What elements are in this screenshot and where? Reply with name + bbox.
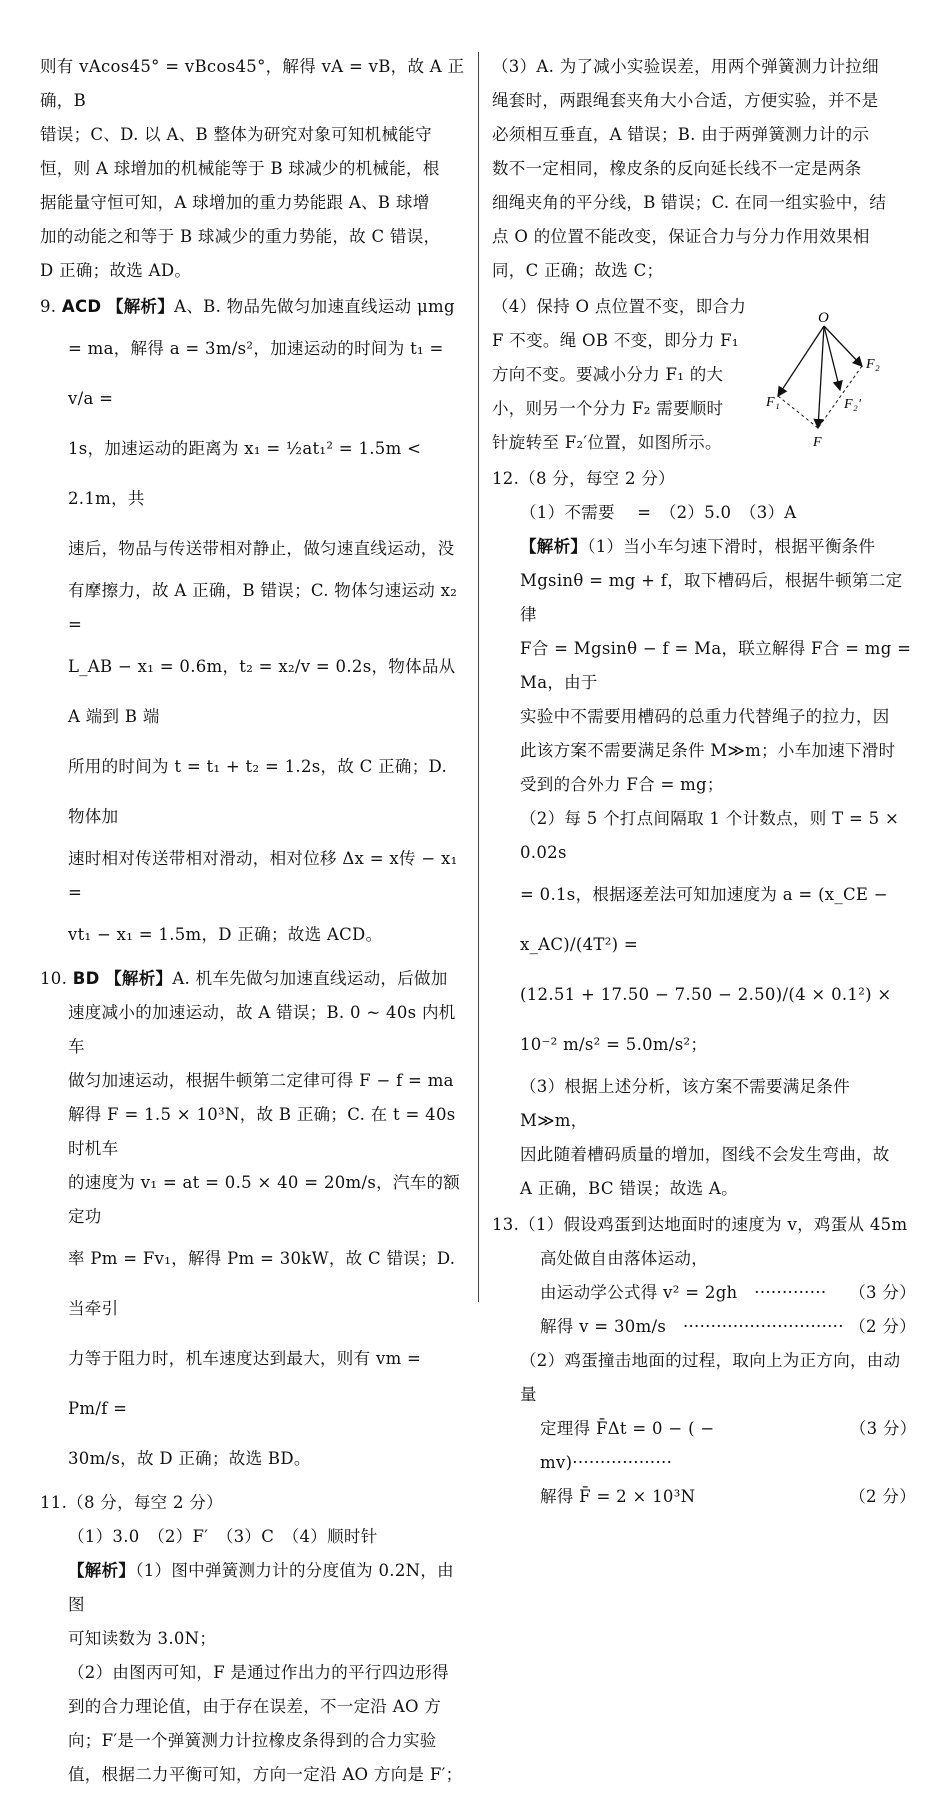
text-line: 因此随着槽码质量的增加，图线不会发生弯曲，故 [520, 1145, 890, 1164]
q12-header [492, 462, 916, 496]
text-line: （1）当小车匀速下滑时，根据平衡条件 [587, 537, 876, 556]
text-line: 值，根据二力平衡可知，方向一定沿 AO 方向是 F′； [68, 1765, 463, 1784]
text-line: 此该方案不需要满足条件 M≫m；小车加速下滑时 [520, 741, 896, 760]
left-column [40, 50, 466, 1794]
text-line: 恒，则 A 球增加的机械能等于 B 球减少的机械能，根 [40, 159, 440, 178]
text-line: 力等于阻力时，机车速度达到最大，则有 vm = Pm/f = [68, 1349, 422, 1418]
step-text: 解得 v = 30m/s ····························· [540, 1317, 844, 1336]
text-line: = ma，解得 a = 3m/s²，加速运动的时间为 t₁ = v/a = [68, 339, 444, 408]
text-line: （1）图中弹簧测力计的分度值为 0.2N，由图 [68, 1561, 454, 1614]
force-f2-arrow [824, 326, 862, 366]
score-note: （8 分，每空 2 分） [519, 469, 675, 488]
label-f: F [813, 435, 822, 450]
text-line: 30m/s，故 D 正确；故选 BD。 [68, 1449, 311, 1468]
analysis-tag: 【解析】 [105, 969, 173, 988]
force-diagram [766, 310, 916, 450]
q13-first-line [492, 1208, 916, 1242]
analysis-tag: 【解析】 [68, 1561, 136, 1580]
text-line: 1s，加速运动的距离为 x₁ = ½at₁² = 1.5m < 2.1m，共 [68, 439, 422, 508]
text-line: 错误；C、D. 以 A、B 整体为研究对象可知机械能守 [40, 125, 432, 144]
text-line: Mgsinθ = mg + f，取下槽码后，根据牛顿第二定律 [520, 571, 903, 624]
text-line: 小，则另一个分力 F₂ 需要顺时 [492, 399, 724, 418]
analysis-tag: 【解析】 [520, 537, 588, 556]
answer-key: （1）3.0 （2）F′ （3）C （4）顺时针 [68, 1527, 378, 1546]
text-line: （2）由图丙可知，F 是通过作出力的平行四边形得 [68, 1663, 449, 1682]
step-score: （2 分） [849, 1317, 916, 1336]
text-line: vt₁ − x₁ = 1.5m，D 正确；故选 ACD。 [68, 925, 383, 944]
text-line: 点 O 的位置不能改变，保证合力与分力作用效果相 [492, 227, 870, 246]
force-f2-prime-arrow [824, 326, 840, 390]
text-line: 同，C 正确；故选 C； [492, 261, 664, 280]
question-number: 11. [40, 1493, 68, 1512]
text-line: 数不一定相同，橡皮条的反向延长线不一定是两条 [492, 159, 862, 178]
text-line: 绳套时，两跟绳套夹角大小合适，方便实验，并不是 [492, 91, 879, 110]
text-line: A. 机车先做匀加速直线运动，后做加 [172, 969, 448, 988]
text-line: （2）每 5 个打点间隔取 1 个计数点，则 T = 5 × 0.02s [520, 809, 900, 862]
label-f2-prime: F₂′ [844, 397, 862, 412]
text-line: 有摩擦力，故 A 正确，B 错误；C. 物体匀速运动 x₂ = [68, 581, 458, 634]
answer-key: BD [72, 969, 100, 988]
text-line: 速时相对传送带相对滑动，相对位移 Δx = x传 − x₁ = [68, 849, 458, 902]
question-number: 10. [40, 969, 68, 988]
question-13 [492, 1208, 916, 1514]
q12-p1-line [492, 530, 916, 564]
text-line: （1）假设鸡蛋到达地面时的速度为 v，鸡蛋从 45m [519, 1215, 908, 1234]
label-f2: F₂ [866, 357, 881, 372]
parallelogram-edge [778, 396, 818, 428]
text-line: （4）保持 O 点位置不变，即合力 [492, 297, 747, 316]
step-score: （3 分） [849, 1419, 917, 1438]
text-line: 则有 vAcos45° = vBcos45°，解得 vA = vB，故 A 正确，B [40, 57, 465, 110]
q8-tail [40, 50, 466, 288]
text-line: 速度减小的加速运动，故 A 错误；B. 0 ~ 40s 内机车 [68, 1003, 456, 1056]
q11-p1-line [40, 1554, 466, 1622]
right-column [492, 50, 916, 1516]
text-line: 受到的合外力 F合 = mg； [520, 775, 724, 794]
text-line: 做匀加速运动，根据牛顿第二定律可得 F − f = ma [68, 1071, 454, 1090]
question-number: 12. [492, 469, 520, 488]
answer-key: （1）不需要 = （2）5.0 （3）A [520, 503, 797, 522]
text-line: 据能量守恒可知，A 球增加的重力势能跟 A、B 球增 [40, 193, 430, 212]
text-line: 所用的时间为 t = t₁ + t₂ = 1.2s，故 C 正确；D. 物体加 [68, 757, 448, 826]
text-line: D 正确；故选 AD。 [40, 261, 192, 280]
text-line: 细绳夹角的平分线，B 错误；C. 在同一组实验中，结 [492, 193, 887, 212]
text-line: 向；F′是一个弹簧测力计拉橡皮条得到的合力实验 [68, 1731, 437, 1750]
question-number: 13. [492, 1215, 520, 1234]
question-9 [40, 290, 466, 960]
text-line: 高处做自由落体运动， [540, 1249, 708, 1268]
question-12 [492, 462, 916, 1206]
q9-first-line [40, 290, 466, 324]
text-line: L_AB − x₁ = 0.6m，t₂ = x₂/v = 0.2s，物体品从 A 端到 B 端 [68, 657, 456, 726]
question-10 [40, 962, 466, 1484]
text-line: 方向不变。要减小分力 F₁ 的大 [492, 365, 724, 384]
text-line: F 不变。绳 OB 不变，即分力 F₁ [492, 331, 739, 350]
text-line: A 正确，BC 错误；故选 A。 [520, 1179, 738, 1198]
text-line: 率 Pm = Fv₁，解得 Pm = 30kW，故 C 错误；D. 当牵引 [68, 1249, 456, 1318]
q10-first-line [40, 962, 466, 996]
text-line: 必须相互垂直，A 错误；B. 由于两弹簧测力计的示 [492, 125, 870, 144]
column-divider [478, 52, 479, 1302]
scoring-step [492, 1310, 916, 1344]
step-score: （3 分） [849, 1283, 916, 1302]
text-line: 的速度为 v₁ = at = 0.5 × 40 = 20m/s，汽车的额定功 [68, 1173, 461, 1226]
text-line: 到的合力理论值，由于存在误差，不一定沿 AO 方 [68, 1697, 442, 1716]
text-line: = 0.1s，根据逐差法可知加速度为 a = (x_CE − x_AC)/(4T²) = [520, 885, 888, 954]
step-score: （2 分） [849, 1487, 916, 1506]
score-note: （8 分，每空 2 分） [67, 1493, 223, 1512]
text-line: (12.51 + 17.50 − 7.50 − 2.50)/(4 × 0.1²) × 10⁻² m/s² = 5.0m/s²； [520, 985, 892, 1054]
q11-header [40, 1486, 466, 1520]
text-line: （2）鸡蛋撞击地面的过程，取向上为正方向，由动量 [520, 1351, 901, 1404]
label-o: O [818, 310, 830, 326]
analysis-tag: 【解析】 [106, 297, 175, 316]
step-text: 由运动学公式得 v² = 2gh ············· [540, 1283, 827, 1302]
answer-key: ACD [61, 297, 102, 316]
q11-part3 [492, 50, 916, 288]
text-line: 加的动能之和等于 B 球减少的重力势能，故 C 错误， [40, 227, 441, 246]
question-number: 9. [40, 297, 57, 316]
text-line: 实验中不需要用槽码的总重力代替绳子的拉力，因 [520, 707, 890, 726]
scoring-step [492, 1276, 916, 1310]
text-line: 针旋转至 F₂′位置，如图所示。 [492, 433, 722, 452]
text-line: A、B. 物品先做匀加速直线运动 μmg [174, 297, 455, 316]
question-11 [40, 1486, 466, 1792]
text-line: （3）根据上述分析，该方案不需要满足条件 M≫m， [520, 1077, 850, 1130]
text-line: 解得 F = 1.5 × 10³N，故 B 正确；C. 在 t = 40s 时机车 [68, 1105, 456, 1158]
text-line: F合 = Mgsinθ − f = Ma，联立解得 F合 = mg = Ma，由于 [520, 639, 912, 692]
force-f1-arrow [778, 326, 824, 396]
step-text: 定理得 F̄Δt = 0 − ( − mv)·················· [540, 1419, 715, 1472]
step-text: 解得 F̄ = 2 × 10³N [540, 1487, 696, 1506]
scoring-step [492, 1480, 916, 1514]
text-line: 速后，物品与传送带相对静止，做匀速直线运动，没 [68, 539, 455, 558]
scoring-step [492, 1412, 916, 1480]
label-f1: F₁ [766, 395, 781, 410]
q11-part4 [492, 290, 747, 460]
text-line: （3）A. 为了减小实验误差，用两个弹簧测力计拉细 [492, 57, 879, 76]
text-line: 可知读数为 3.0N； [68, 1629, 217, 1648]
force-f-arrow [818, 326, 824, 428]
